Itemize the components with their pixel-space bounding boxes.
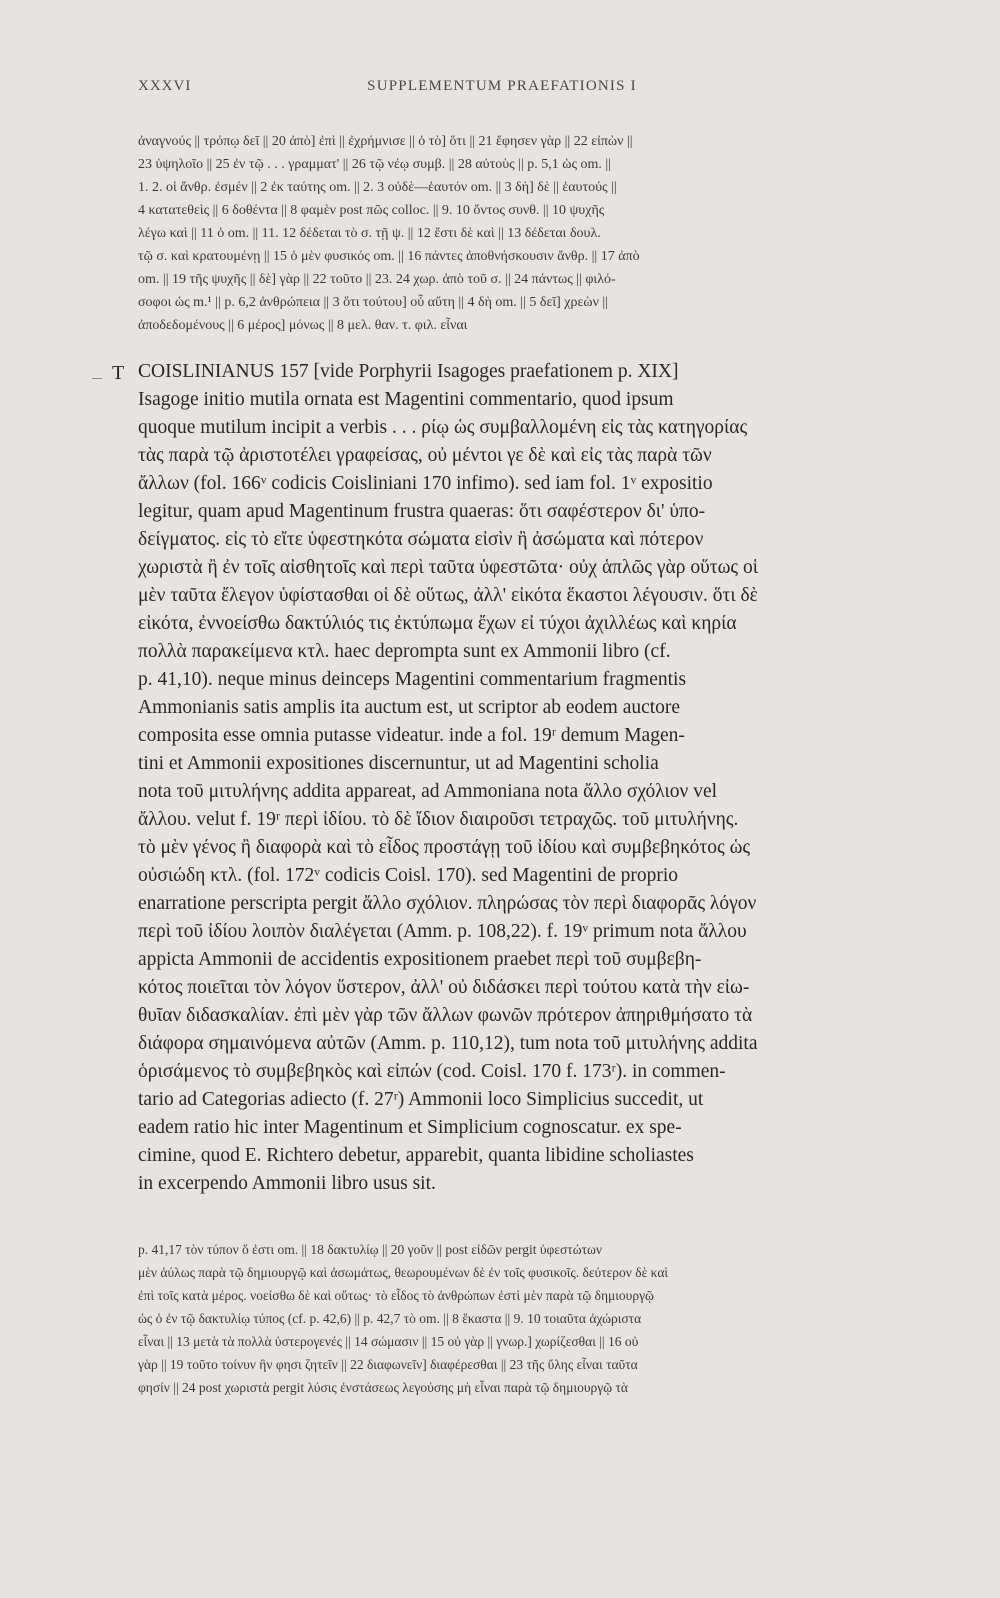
footnote-line: γὰρ || 19 τοῦτο τοίνυν ἣν φησι ζητεῖν || 22 διαφωνεῖν] διαφέρεσθαι || 23 τῆς ὕλης εἶναι ταῦτα [138,1357,638,1372]
text-line: ἄλλου. velut f. 19ʳ περὶ ἰδίου. τὸ δὲ ἴδιον διαιροῦσι τετραχῶς. τοῦ μιτυλήνης. [138,809,739,830]
text-line: τὸ μὲν γένος ἢ διαφορὰ καὶ τὸ εἶδος προστάγῃ τοῦ ἰδίου καὶ συμβεβηκότος ὡς [138,837,751,858]
text-line: COISLINIANUS 157 [vide Porphyrii Isagoges praefationem p. XIX] [138,361,679,382]
footnote-line: εἶναι || 13 μετὰ τὰ πολλὰ ὑστερογενές || 14 σώμασιν || 15 οὐ γὰρ || γνωρ.] χωρίζεσθαι || 16 οὐ [138,1334,639,1349]
apparatus-line: λέγω καὶ || 11 ὁ om. || 11. 12 δέδεται τὸ σ. τῇ ψ. || 12 ἔστι δὲ καὶ || 13 δέδεται δουλ. [138,226,601,241]
text-line: εἰκότα, ἐννοείσθω δακτύλιός τις ἐκτύπωμα ἔχων εἰ τύχοι ἀχιλλέως καὶ κηρία [138,613,737,634]
text-line: μὲν ταῦτα ἔλεγον ὑφίστασθαι οἱ δὲ οὕτως, ἀλλ' εἰκότα ἕκαστοι λέγουσιν. ὅτι δὲ [138,585,758,606]
text-line: διάφορα σημαινόμενα αὐτῶν (Amm. p. 110,12), tum nota τοῦ μιτυλήνης addita [138,1033,758,1054]
footnote-line: μὲν ἀύλως παρὰ τῷ δημιουργῷ καὶ ἀσωμάτως, θεωρουμένων δὲ ἐν τοῖς φυσικοῖς. δεύτερον δὲ καὶ [138,1265,669,1280]
text-line: ὁρισάμενος τὸ συμβεβηκὸς καὶ εἰπών (cod. Coisl. 170 f. 173ʳ). in commen- [138,1061,726,1082]
footnote-line: φησίν || 24 post χωριστὰ pergit λύσις ἐνστάσεως λεγούσης μὴ εἶναι παρὰ τῷ δημιουργῷ τὰ [138,1380,628,1395]
text-line: πολλὰ παρακείμενα κτλ. haec deprompta sunt ex Ammonii libro (cf. [138,641,671,662]
text-line: eadem ratio hic inter Magentinum et Simplicium cognoscatur. ex spe- [138,1117,682,1138]
text-line: χωριστὰ ἢ ἐν τοῖς αἰσθητοῖς καὶ περὶ ταῦτα ὑφεστῶτα· οὐχ ἁπλῶς γὰρ οὕτως οἱ [138,557,759,578]
margin-mark [92,378,102,379]
text-line: appicta Ammonii de accidentis expositionem praebet περὶ τοῦ συμβεβη- [138,949,702,970]
text-line: legitur, quam apud Magentinum frustra quaeras: ὅτι σαφέστερον δι' ὑπο- [138,501,706,522]
text-line: περὶ τοῦ ἰδίου λοιπὸν διαλέγεται (Amm. p. 108,22). f. 19ᵛ primum nota ἄλλου [138,921,747,942]
text-line: tario ad Categorias adiecto (f. 27ʳ) Ammonii loco Simplicius succedit, ut [138,1089,704,1110]
text-line: Isagoge initio mutila ornata est Magentini commentario, quod ipsum [138,389,674,410]
apparatus-line: 1. 2. οἱ ἄνθρ. ἐσμέν || 2 ἐκ ταύτης om. || 2. 3 οὐδὲ—ἑαυτόν om. || 3 δὴ] δὲ || ἑαυτούς || [138,180,617,195]
footnote-line: p. 41,17 τὸν τύπον ὅ ἐστι om. || 18 δακτυλίῳ || 20 γοῦν || post εἰδῶν pergit ὑφεστώτων [138,1242,602,1257]
apparatus-line: 23 ὑψηλοῖο || 25 ἐν τῷ . . . γραμματ' || 26 τῷ νέῳ συμβ. || 28 αὐτοὺς || p. 5,1 ὡς om. || [138,157,612,172]
text-line: enarratione perscripta pergit ἄλλο σχόλιον. πληρώσας τὸν περὶ διαφορᾶς λόγον [138,893,757,914]
page-number: XXXVI [138,78,192,94]
text-line: quoque mutilum incipit a verbis . . . ρίῳ ὡς συμβαλλομένη εἰς τὰς κατηγορίας [138,417,748,438]
apparatus-line: om. || 19 τῆς ψυχῆς || δὲ] γὰρ || 22 τοῦτο || 23. 24 χωρ. ἀπὸ τοῦ σ. || 24 πάντως || φιλό- [138,272,616,287]
text-line: tini et Ammonii expositiones discernuntur, ut ad Magentini scholia [138,753,659,774]
footnote-line: ὡς ὁ ἐν τῷ δακτυλίῳ τύπος (cf. p. 42,6) || p. 42,7 τὸ om. || 8 ἕκαστα || 9. 10 τοιαῦτα ἀχώριστα [138,1311,642,1326]
apparatus-line: ἀποδεδομένους || 6 μέρος] μόνως || 8 μελ. θαν. τ. φιλ. εἶναι [138,318,468,333]
text-line: οὐσιώδη κτλ. (fol. 172ᵛ codicis Coisl. 170). sed Magentini de proprio [138,865,679,886]
running-title: SUPPLEMENTUM PRAEFATIONIS I [367,78,637,94]
apparatus-line: 4 κατατεθεὶς || 6 δοθέντα || 8 φαμὲν post πῶς colloc. || 9. 10 ὄντος συνθ. || 10 ψυχῆς [138,203,605,218]
text-line: composita esse omnia putasse videatur. inde a fol. 19ʳ demum Magen- [138,725,685,746]
footnote-line: ἐπὶ τοῖς κατὰ μέρος. νοείσθω δὲ καὶ οὕτως· τὸ εἶδος τὸ ἀνθρώπων ἐστὶ μὲν παρὰ τῷ δημιουργῷ [138,1288,654,1303]
text-line: Ammonianis satis amplis ita auctum est, ut scriptor ab eodem auctore [138,697,681,718]
manuscript-siglum: T [112,362,125,384]
text-line: in excerpendo Ammonii libro usus sit. [138,1173,436,1194]
apparatus-line: ἀναγνούς || τρόπῳ δεῖ || 20 ἀπὸ] ἐπὶ || ἐχρήμνισε || ὁ τὸ] ὅτι || 21 ἔφησεν γὰρ || 22 εἰπὼν || [138,134,633,149]
apparatus-line: τῷ σ. καὶ κρατουμένῃ || 15 ὁ μὲν φυσικός om. || 16 πάντες ἀποθνήσκουσιν ἄνθρ. || 17 ἀπὸ [138,249,640,264]
text-line: κότος ποιεῖται τὸν λόγον ὕστερον, ἀλλ' οὐ διδάσκει περὶ τούτου κατὰ τὴν εἰω- [138,977,750,998]
running-header [138,78,866,100]
text-line: nota τοῦ μιτυλήνης addita appareat, ad Ammoniana nota ἄλλο σχόλιον vel [138,781,718,802]
text-line: θυῖαν διδασκαλίαν. ἐπὶ μὲν γὰρ τῶν ἄλλων φωνῶν πρότερον ἀπηριθμήσατο τὰ [138,1005,753,1026]
text-line: cimine, quod E. Richtero debetur, apparebit, quanta libidine scholiastes [138,1145,694,1166]
text-line: ἄλλων (fol. 166ᵛ codicis Coisliniani 170 infimo). sed iam fol. 1ᵛ expositio [138,473,713,494]
text-line: δείγματος. εἰς τὸ εἴτε ὑφεστηκότα σώματα εἰσὶν ἢ ἀσώματα καὶ πότερον [138,529,704,550]
text-line: τὰς παρὰ τῷ ἀριστοτέλει γραφείσας, οὐ μέντοι γε δὲ καὶ εἰς τὰς παρὰ τῶν [138,445,712,466]
apparatus-line: σοφοι ὡς m.¹ || p. 6,2 ἀνθρώπεια || 3 ὅτι τούτου] οὗ αὕτη || 4 δὴ om. || 5 δεῖ] χρεὼν || [138,295,609,310]
text-line: p. 41,10). neque minus deinceps Magentini commentarium fragmentis [138,669,687,690]
